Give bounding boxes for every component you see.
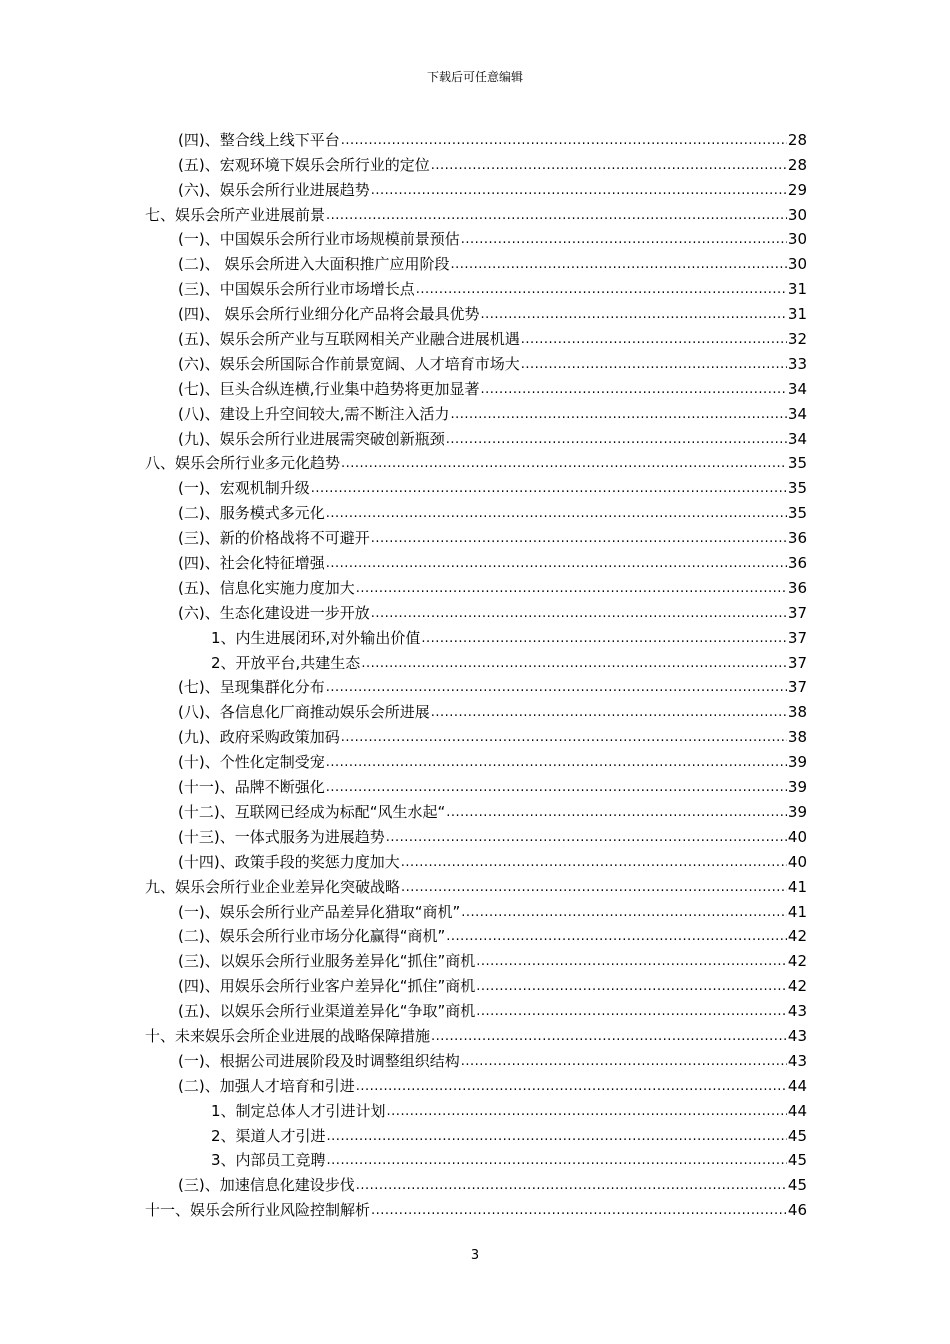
toc-dot-leader: [311, 479, 787, 498]
toc-dot-leader: [326, 678, 787, 697]
toc-dot-leader: [431, 703, 787, 722]
toc-entry-title: (四)、用娱乐会所行业客户差异化“抓住”商机: [178, 977, 476, 996]
toc-entry-title: (四)、 娱乐会所行业细分化产品将会最具优势: [178, 305, 480, 324]
toc-entry-page: 45: [787, 1176, 807, 1195]
toc-dot-leader: [450, 255, 786, 274]
toc-dot-leader: [446, 430, 787, 449]
toc-entry-page: 36: [787, 554, 807, 573]
toc-entry-page: 37: [787, 653, 807, 672]
toc-entry[interactable]: [145, 1121, 807, 1146]
toc-entry-page: 28: [787, 130, 807, 149]
toc-entry[interactable]: [145, 1071, 807, 1096]
toc-entry-page: 44: [787, 1101, 807, 1120]
toc-entry-page: 34: [787, 404, 807, 423]
toc-dot-leader: [326, 554, 787, 573]
toc-dot-leader: [326, 206, 787, 225]
toc-entry-title: (二)、服务模式多元化: [178, 504, 325, 523]
toc-entry[interactable]: [145, 822, 807, 847]
toc-entry-page: 30: [787, 205, 807, 224]
toc-entry[interactable]: [145, 648, 807, 673]
toc-entry-title: (六)、娱乐会所行业进展趋势: [178, 180, 370, 199]
toc-entry[interactable]: [145, 1046, 807, 1071]
toc-entry-page: 30: [787, 255, 807, 274]
toc-entry-title: 3、内部员工竞聘: [211, 1151, 326, 1170]
toc-entry-page: 42: [787, 977, 807, 996]
toc-entry[interactable]: [145, 922, 807, 947]
toc-entry-page: 36: [787, 578, 807, 597]
toc-entry-page: 41: [787, 902, 807, 921]
toc-entry[interactable]: [145, 971, 807, 996]
toc-entry-page: 35: [787, 479, 807, 498]
toc-entry[interactable]: [145, 847, 807, 872]
toc-entry[interactable]: [145, 946, 807, 971]
toc-dot-leader: [401, 853, 787, 872]
toc-entry[interactable]: [145, 399, 807, 424]
toc-dot-leader: [431, 1027, 787, 1046]
toc-entry-title: (十二)、互联网已经成为标配“风生水起“: [178, 802, 446, 821]
toc-dot-leader: [327, 1127, 787, 1146]
toc-dot-leader: [326, 778, 787, 797]
toc-entry[interactable]: [145, 673, 807, 698]
page-number: 3: [470, 1248, 480, 1263]
toc-dot-leader: [476, 1002, 787, 1021]
toc-entry[interactable]: [145, 175, 807, 200]
toc-entry-page: 45: [787, 1151, 807, 1170]
toc-entry-page: 38: [787, 728, 807, 747]
toc-dot-leader: [356, 1176, 787, 1195]
toc-entry-title: (一)、中国娱乐会所行业市场规模前景预估: [178, 230, 460, 249]
toc-entry[interactable]: [145, 897, 807, 922]
toc-entry-page: 40: [787, 852, 807, 871]
toc-entry[interactable]: [145, 473, 807, 498]
toc-entry-page: 35: [787, 504, 807, 523]
toc-entry-page: 31: [787, 280, 807, 299]
toc-dot-leader: [361, 654, 787, 673]
toc-entry[interactable]: [145, 498, 807, 523]
toc-entry-page: 30: [787, 230, 807, 249]
toc-entry-page: 28: [787, 155, 807, 174]
toc-entry-title: (八)、各信息化厂商推动娱乐会所进展: [178, 703, 430, 722]
toc-entry[interactable]: [145, 449, 807, 474]
toc-entry[interactable]: [145, 623, 807, 648]
toc-entry-page: 37: [787, 628, 807, 647]
toc-dot-leader: [356, 1077, 787, 1096]
toc-entry-title: (六)、娱乐会所国际合作前景宽阔、人才培育市场大: [178, 354, 520, 373]
toc-entry[interactable]: [145, 249, 807, 274]
toc-entry-title: (四)、社会化特征增强: [178, 554, 325, 573]
toc-entry[interactable]: [145, 1146, 807, 1171]
toc-entry[interactable]: [145, 548, 807, 573]
toc-dot-leader: [341, 131, 787, 150]
toc-dot-leader: [461, 903, 787, 922]
toc-entry-page: 36: [787, 529, 807, 548]
toc-entry[interactable]: [145, 200, 807, 225]
toc-entry-title: (三)、加速信息化建设步伐: [178, 1176, 355, 1195]
toc-dot-leader: [356, 579, 787, 598]
toc-entry[interactable]: [145, 722, 807, 747]
toc-entry-page: 45: [787, 1126, 807, 1145]
toc-entry[interactable]: [145, 523, 807, 548]
toc-entry-title: (五)、宏观环境下娱乐会所行业的定位: [178, 155, 430, 174]
toc-entry[interactable]: [145, 772, 807, 797]
toc-dot-leader: [387, 1102, 787, 1121]
toc-entry-title: (五)、娱乐会所产业与互联网相关产业融合进展机遇: [178, 330, 520, 349]
toc-dot-leader: [371, 604, 787, 623]
toc-entry-title: (二)、加强人才培育和引进: [178, 1076, 355, 1095]
toc-entry-title: (三)、新的价格战将不可避开: [178, 529, 370, 548]
toc-entry[interactable]: [145, 797, 807, 822]
table-of-contents: [145, 125, 807, 1220]
toc-entry-title: 八、娱乐会所行业多元化趋势: [145, 454, 341, 473]
toc-entry-page: 33: [787, 354, 807, 373]
toc-entry-page: 34: [787, 429, 807, 448]
toc-entry[interactable]: [145, 598, 807, 623]
toc-entry[interactable]: [145, 225, 807, 250]
toc-entry[interactable]: [145, 299, 807, 324]
toc-entry-title: (一)、娱乐会所行业产品差异化猎取“商机”: [178, 902, 461, 921]
toc-dot-leader: [476, 977, 787, 996]
toc-entry[interactable]: [145, 1096, 807, 1121]
toc-entry-title: 1、制定总体人才引进计划: [211, 1101, 386, 1120]
toc-entry-title: (二)、 娱乐会所进入大面积推广应用阶段: [178, 255, 450, 274]
toc-entry-page: 44: [787, 1076, 807, 1095]
toc-entry-title: 九、娱乐会所行业企业差异化突破战略: [145, 877, 401, 896]
toc-dot-leader: [480, 380, 786, 399]
toc-dot-leader: [431, 156, 787, 175]
toc-entry-title: (九)、娱乐会所行业进展需突破创新瓶颈: [178, 429, 445, 448]
toc-entry[interactable]: [145, 349, 807, 374]
toc-entry[interactable]: [145, 1170, 807, 1195]
toc-entry[interactable]: [145, 573, 807, 598]
toc-dot-leader: [371, 181, 787, 200]
toc-entry-title: 七、娱乐会所产业进展前景: [145, 205, 326, 224]
toc-entry-page: 38: [787, 703, 807, 722]
toc-dot-leader: [461, 1052, 787, 1071]
toc-entry-page: 42: [787, 927, 807, 946]
toc-dot-leader: [386, 828, 787, 847]
toc-dot-leader: [450, 405, 786, 424]
toc-entry-title: (七)、巨头合纵连横,行业集中趋势将更加显著: [178, 379, 480, 398]
toc-dot-leader: [480, 305, 786, 324]
toc-entry-title: (五)、以娱乐会所行业渠道差异化“争取”商机: [178, 1002, 476, 1021]
toc-entry-title: (三)、中国娱乐会所行业市场增长点: [178, 280, 415, 299]
toc-entry-title: 1、内生进展闭环,对外输出价值: [211, 628, 421, 647]
toc-entry-page: 43: [787, 1026, 807, 1045]
toc-entry-title: (五)、信息化实施力度加大: [178, 578, 355, 597]
toc-entry-title: 2、渠道人才引进: [211, 1126, 326, 1145]
toc-entry-title: (十一)、品牌不断强化: [178, 778, 325, 797]
toc-entry-page: 31: [787, 305, 807, 324]
toc-entry[interactable]: [145, 374, 807, 399]
toc-dot-leader: [401, 878, 787, 897]
toc-dot-leader: [371, 1201, 787, 1220]
page-header: 下载后可任意编辑: [426, 70, 523, 84]
toc-entry-title: (七)、呈现集群化分布: [178, 678, 325, 697]
toc-entry-title: (一)、根据公司进展阶段及时调整组织结构: [178, 1051, 460, 1070]
toc-entry[interactable]: [145, 872, 807, 897]
toc-dot-leader: [416, 280, 787, 299]
toc-entry-title: 十、未来娱乐会所企业进展的战略保障措施: [145, 1026, 431, 1045]
toc-entry-page: 29: [787, 180, 807, 199]
toc-entry-page: 42: [787, 952, 807, 971]
toc-entry[interactable]: [145, 747, 807, 772]
toc-entry-title: (十三)、一体式服务为进展趋势: [178, 827, 385, 846]
toc-entry[interactable]: [145, 996, 807, 1021]
toc-entry-page: 43: [787, 1051, 807, 1070]
toc-entry[interactable]: [145, 324, 807, 349]
toc-entry-page: 35: [787, 454, 807, 473]
toc-entry-title: (二)、娱乐会所行业市场分化赢得“商机”: [178, 927, 446, 946]
toc-entry[interactable]: [145, 697, 807, 722]
toc-dot-leader: [446, 803, 787, 822]
toc-entry-page: 43: [787, 1002, 807, 1021]
toc-dot-leader: [341, 728, 787, 747]
toc-dot-leader: [326, 504, 787, 523]
toc-entry-page: 41: [787, 877, 807, 896]
toc-entry[interactable]: [145, 125, 807, 150]
toc-entry-page: 40: [787, 827, 807, 846]
toc-entry-page: 37: [787, 603, 807, 622]
toc-entry-title: (十四)、政策手段的奖惩力度加大: [178, 852, 400, 871]
toc-entry-page: 39: [787, 802, 807, 821]
toc-dot-leader: [327, 1151, 787, 1170]
toc-dot-leader: [421, 629, 787, 648]
toc-entry[interactable]: [145, 274, 807, 299]
toc-entry-title: 十一、娱乐会所行业风险控制解析: [145, 1201, 371, 1220]
toc-entry[interactable]: [145, 150, 807, 175]
toc-entry[interactable]: [145, 1021, 807, 1046]
toc-entry-title: (六)、生态化建设进一步开放: [178, 603, 370, 622]
toc-dot-leader: [521, 330, 787, 349]
toc-entry-page: 39: [787, 778, 807, 797]
toc-dot-leader: [521, 355, 787, 374]
toc-entry[interactable]: [145, 424, 807, 449]
toc-entry-page: 37: [787, 678, 807, 697]
toc-entry-title: (四)、整合线上线下平台: [178, 130, 340, 149]
toc-dot-leader: [341, 454, 787, 473]
toc-entry[interactable]: [145, 1195, 807, 1220]
toc-dot-leader: [476, 952, 787, 971]
toc-dot-leader: [326, 753, 787, 772]
toc-entry-title: (九)、政府采购政策加码: [178, 728, 340, 747]
toc-entry-title: (一)、宏观机制升级: [178, 479, 310, 498]
toc-dot-leader: [371, 529, 787, 548]
toc-entry-page: 34: [787, 379, 807, 398]
toc-dot-leader: [446, 927, 787, 946]
toc-entry-title: (八)、建设上升空间较大,需不断注入活力: [178, 404, 450, 423]
toc-entry-page: 39: [787, 753, 807, 772]
toc-entry-page: 32: [787, 330, 807, 349]
toc-entry-page: 46: [787, 1201, 807, 1220]
toc-entry-title: (十)、个性化定制受宠: [178, 753, 325, 772]
toc-entry-title: (三)、以娱乐会所行业服务差异化“抓住”商机: [178, 952, 476, 971]
toc-dot-leader: [461, 230, 787, 249]
toc-entry-title: 2、开放平台,共建生态: [211, 653, 361, 672]
